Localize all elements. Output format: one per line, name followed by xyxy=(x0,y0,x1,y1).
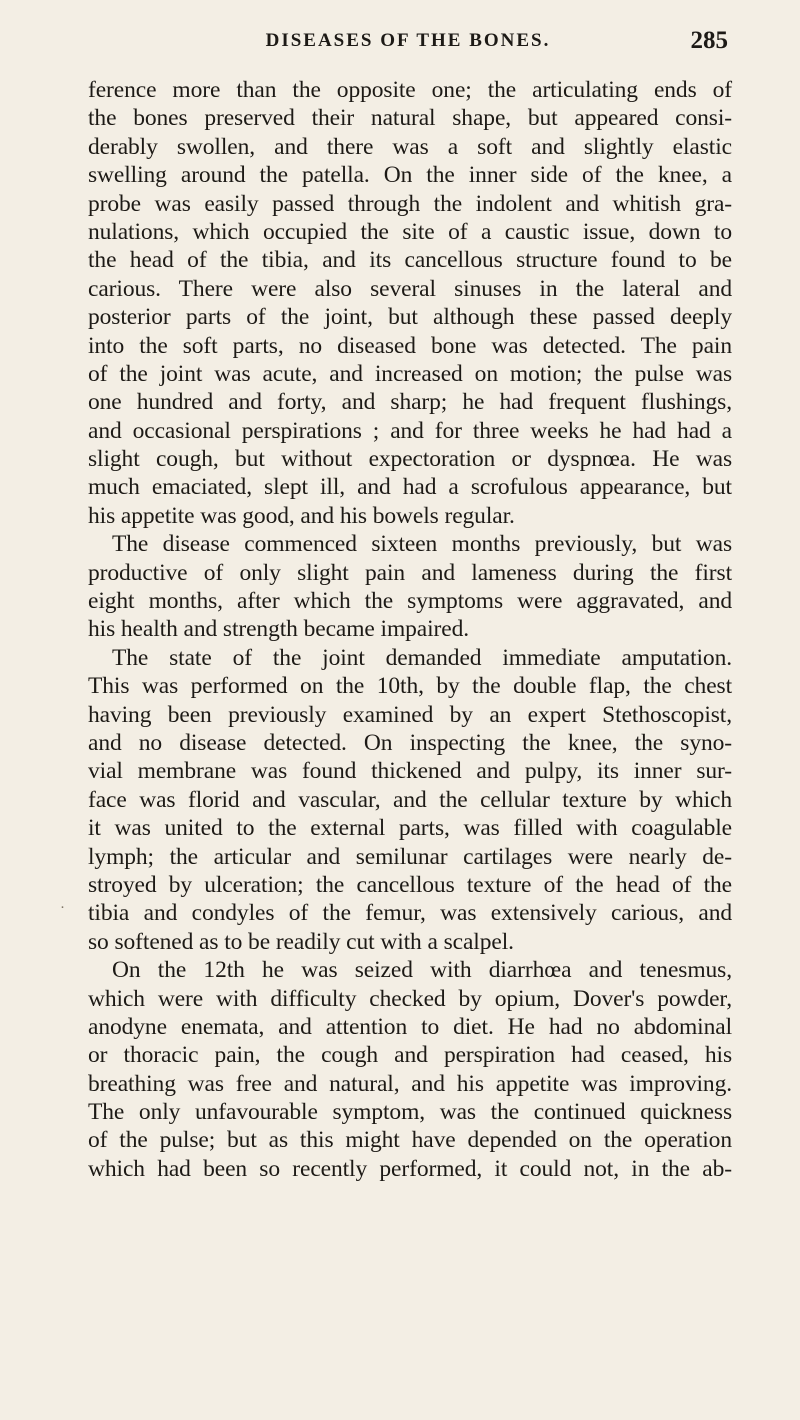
text-line: one hundred and forty, and sharp; he had frequent flushings, xyxy=(88,389,732,416)
text-line: having been previously examined by an expert Stethoscopist, xyxy=(88,701,732,728)
text-line: posterior parts of the joint, but although these passed deeply xyxy=(88,304,732,331)
margin-speck: · xyxy=(60,900,65,916)
text-line: probe was easily passed through the indolent and whitish gra- xyxy=(88,190,732,217)
running-head xyxy=(88,27,728,60)
running-title: DISEASES OF THE BONES. xyxy=(265,30,551,51)
text-line: and occasional perspirations ; and for three weeks he had had a xyxy=(88,417,732,444)
text-line: This was performed on the 10th, by the double flap, the chest xyxy=(88,673,732,700)
text-line: or thoracic pain, the cough and perspiration had ceased, his xyxy=(88,1042,732,1069)
text-line: breathing was free and natural, and his appetite was improving. xyxy=(88,1070,732,1097)
text-line: face was florid and vascular, and the cellular texture by which xyxy=(88,786,732,813)
text-line: nulations, which occupied the site of a caustic issue, down to xyxy=(88,218,732,245)
text-line: the bones preserved their natural shape, but appeared consi- xyxy=(88,105,732,132)
text-line: slight cough, but without expectoration or dyspnœa. He was xyxy=(88,446,732,473)
text-line: it was united to the external parts, was filled with coagulable xyxy=(88,815,732,842)
text-line: which were with difficulty checked by opium, Dover's powder, xyxy=(88,985,732,1012)
text-line: which had been so recently performed, it could not, in the ab- xyxy=(88,1155,732,1182)
text-line: anodyne enemata, and attention to diet. He had no abdominal xyxy=(88,1013,732,1040)
text-line: stroyed by ulceration; the cancellous texture of the head of the xyxy=(88,871,732,898)
text-line: much emaciated, slept ill, and had a scrofulous appearance, but xyxy=(88,474,732,501)
text-line: lymph; the articular and semilunar cartilages were nearly de- xyxy=(88,843,732,870)
text-line-paragraph-start: The state of the joint demanded immediate amputation. xyxy=(112,644,732,671)
text-line: into the soft parts, no diseased bone was detected. The pain xyxy=(88,332,732,359)
text-line: and no disease detected. On inspecting the knee, the syno- xyxy=(88,729,732,756)
text-line: productive of only slight pain and lameness during the first xyxy=(88,559,732,586)
text-line: the head of the tibia, and its cancellous structure found to be xyxy=(88,247,732,274)
text-line: of the pulse; but as this might have depended on the operation xyxy=(88,1127,732,1154)
text-line: derably swollen, and there was a soft and slightly elastic xyxy=(88,133,732,160)
body-text xyxy=(88,76,732,1183)
text-line-paragraph-end: his appetite was good, and his bowels regular. xyxy=(88,502,515,529)
text-line-paragraph-end: his health and strength became impaired. xyxy=(88,616,470,643)
text-line-paragraph-start: On the 12th he was seized with diarrhœa and tenesmus, xyxy=(112,957,732,984)
page-number: 285 xyxy=(690,27,728,54)
text-line-paragraph-end: so softened as to be readily cut with a scalpel. xyxy=(88,928,514,955)
text-line: swelling around the patella. On the inner side of the knee, a xyxy=(88,162,732,189)
text-line: The only unfavourable symptom, was the continued quickness xyxy=(88,1099,732,1126)
text-line: vial membrane was found thickened and pulpy, its inner sur- xyxy=(88,758,732,785)
text-line-paragraph-start: The disease commenced sixteen months previously, but was xyxy=(112,531,732,558)
text-line: eight months, after which the symptoms were aggravated, and xyxy=(88,588,732,615)
text-line: of the joint was acute, and increased on motion; the pulse was xyxy=(88,360,732,387)
text-line: carious. There were also several sinuses in the lateral and xyxy=(88,275,732,302)
text-line: tibia and condyles of the femur, was extensively carious, and xyxy=(88,900,732,927)
text-line: ference more than the opposite one; the articulating ends of xyxy=(88,77,732,103)
